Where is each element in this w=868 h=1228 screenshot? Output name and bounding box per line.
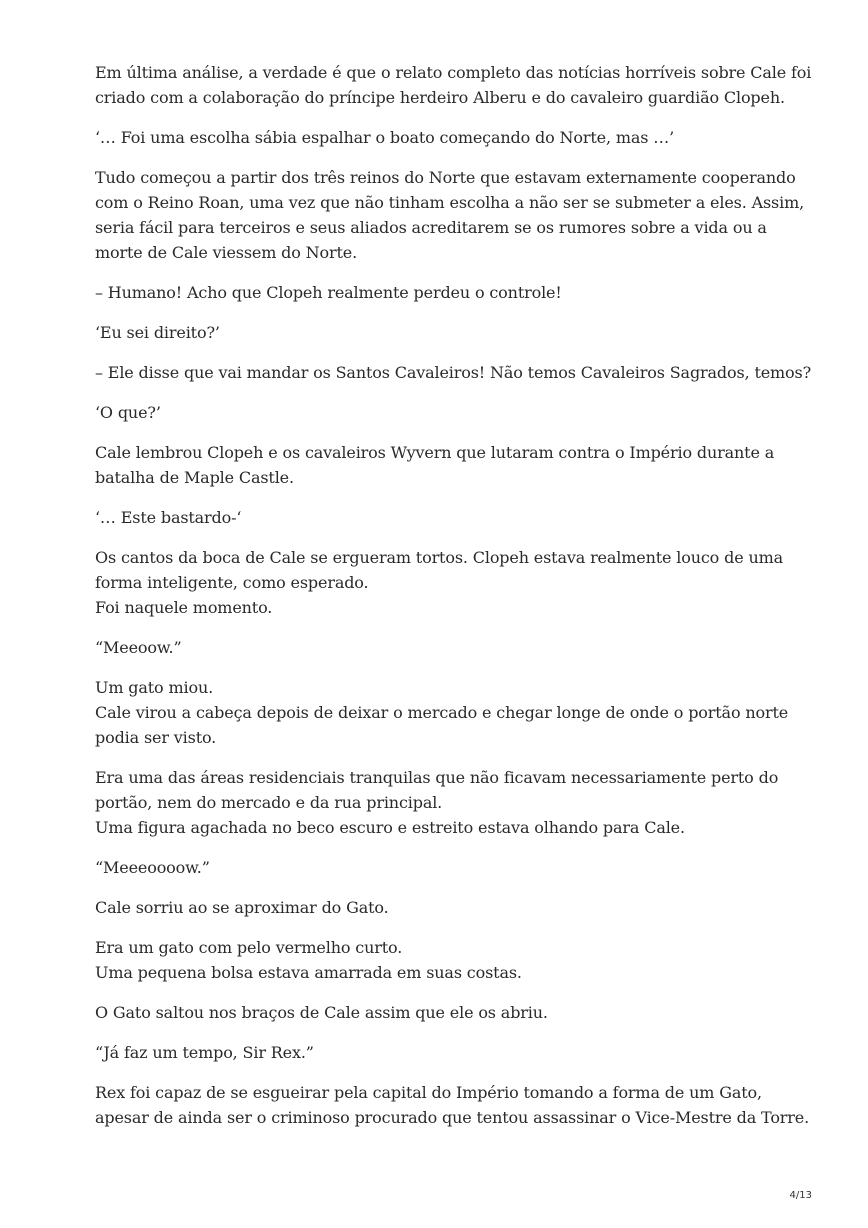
paragraph [95,675,795,750]
text-line: criado com a colaboração do príncipe herdeiro Alberu e do cavaleiro guardião Clopeh. [95,88,785,107]
paragraph [95,440,795,490]
text-line: Uma figura agachada no beco escuro e estreito estava olhando para Cale. [95,818,685,837]
text-line: ‘Eu sei direito?’ [95,323,220,342]
text-line: – Ele disse que vai mandar os Santos Cavaleiros! Não temos Cavaleiros Sagrados, temos? [95,363,812,382]
text-line: portão, nem do mercado e da rua principal. [95,793,443,812]
text-line: Os cantos da boca de Cale se ergueram tortos. Clopeh estava realmente louco de uma [95,548,784,567]
document-page [95,60,812,1145]
paragraph [95,935,795,985]
paragraph [95,360,812,385]
paragraph [95,505,795,530]
text-line: Cale lembrou Clopeh e os cavaleiros Wyvern que lutaram contra o Império durante a [95,443,775,462]
paragraph [95,1080,810,1130]
paragraph [95,125,795,150]
text-line: Cale sorriu ao se aproximar do Gato. [95,898,389,917]
text-line: “Já faz um tempo, Sir Rex.” [95,1043,314,1062]
paragraph [95,280,795,305]
text-line: batalha de Maple Castle. [95,468,294,487]
text-line: Uma pequena bolsa estava amarrada em suas costas. [95,963,522,982]
text-line: com o Reino Roan, uma vez que não tinham escolha a não ser se submeter a eles. Assim, [95,193,805,212]
text-line: Em última análise, a verdade é que o relato completo das notícias horríveis sobre Cale foi [95,63,812,82]
text-line: “Meeeoooow.” [95,858,210,877]
paragraph [95,855,795,880]
text-line: podia ser visto. [95,728,217,747]
paragraph [95,635,795,660]
text-line: forma inteligente, como esperado. [95,573,369,592]
text-line: Cale virou a cabeça depois de deixar o mercado e chegar longe de onde o portão norte [95,703,789,722]
paragraph [95,765,795,840]
text-line: Tudo começou a partir dos três reinos do Norte que estavam externamente cooperando [95,168,796,187]
text-line: morte de Cale viessem do Norte. [95,243,358,262]
text-line: Foi naquele momento. [95,598,273,617]
text-line: Rex foi capaz de se esgueirar pela capital do Império tomando a forma de um Gato, [95,1083,762,1102]
text-line: Um gato miou. [95,678,214,697]
paragraph [95,545,795,620]
paragraph [95,1000,795,1025]
paragraph [95,320,795,345]
paragraph [95,60,812,110]
paragraph [95,400,795,425]
text-line: apesar de ainda ser o criminoso procurado que tentou assassinar o Vice-Mestre da Torre. [95,1108,810,1127]
paragraph [95,1040,795,1065]
paragraph [95,895,795,920]
text-line: – Humano! Acho que Clopeh realmente perdeu o controle! [95,283,562,302]
page-number: 4/13 [789,1190,812,1201]
text-line: Era uma das áreas residenciais tranquilas que não ficavam necessariamente perto do [95,768,779,787]
text-line: O Gato saltou nos braços de Cale assim que ele os abriu. [95,1003,548,1022]
text-line: ‘O que?’ [95,403,161,422]
text-line: seria fácil para terceiros e seus aliados acreditarem se os rumores sobre a vida ou a [95,218,767,237]
text-line: Era um gato com pelo vermelho curto. [95,938,403,957]
text-line: “Meeoow.” [95,638,182,657]
text-line: ‘… Foi uma escolha sábia espalhar o boato começando do Norte, mas …’ [95,128,675,147]
text-line: ‘… Este bastardo-‘ [95,508,242,527]
paragraph [95,165,805,265]
